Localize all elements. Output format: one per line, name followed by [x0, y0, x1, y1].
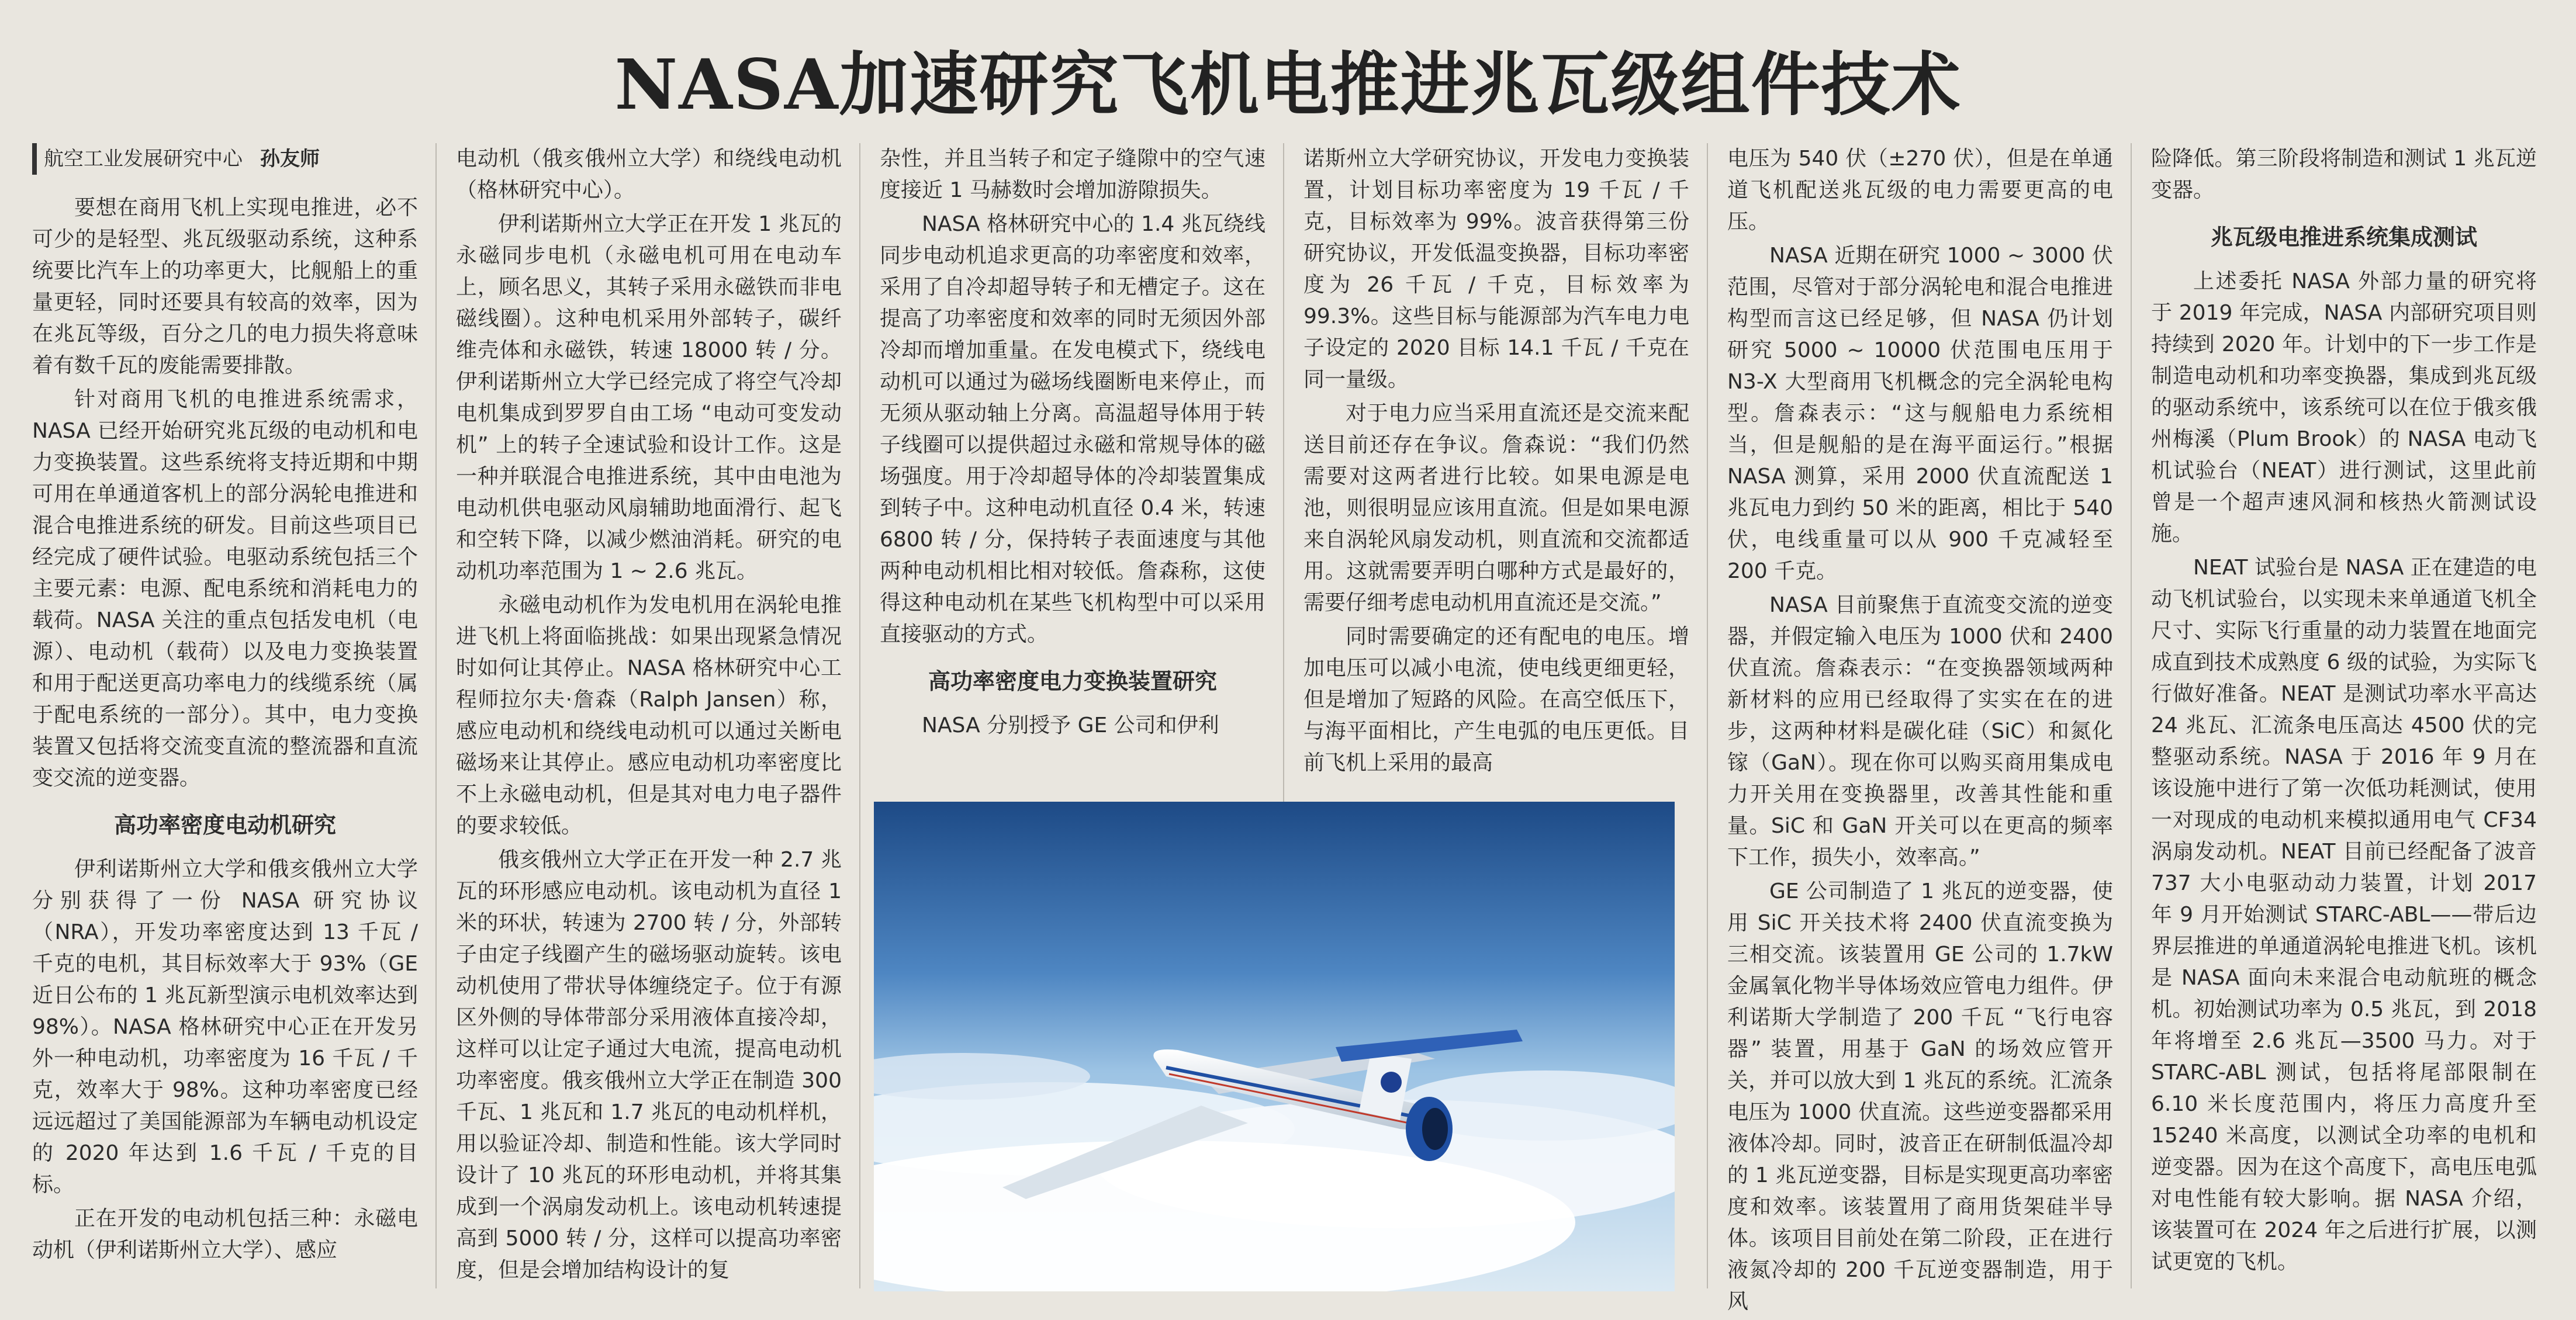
paragraph: 对于电力应当采用直流还是交流来配送目前还存在争议。詹森说：“我们仍然需要对这两者进行比较。如果电源是电池，则很明显应该用直流。但是如果电源来自涡轮风扇发动机，则直流和交流都适用。这就需要弄明白哪种方式是最好的，需要仔细考虑电动机用直流还是交流。” — [1303, 401, 1689, 615]
text-column-2 — [456, 143, 842, 1288]
paragraph: 伊利诺斯州立大学和俄亥俄州立大学分别获得了一份 NASA 研究协议（NRA），开发功率密度达到 13 千瓦 / 千克的电机，其目标效率大于 93%（GE 近日公布的 1 兆瓦新型演示电机效率达到 98%）。NASA 格林研究中心正在开发另外一种电动机，功率密度为 16 千瓦 / 千克，效率大于 98%。这种功率密度已经远远超过了美国能源部为车辆电动机设定的 2020 年达到 1.6 千瓦 / 千克的目标。 — [32, 857, 418, 1197]
paragraph: 俄亥俄州立大学正在开发一种 2.7 兆瓦的环形感应电动机。该电动机为直径 1 米的环状，转速为 2700 转 / 分，外部转子由定子线圈产生的磁场驱动旋转。该电动机使用了带状导体缠绕定子。位于有源区外侧的导体带部分采用液体直接冷却，这样可以让定子通过大电流，提高电动机功率密度。俄亥俄州立大学正在制造 300 千瓦、1 兆瓦和 1.7 兆瓦的电动机样机，用以验证冷却、制造和性能。该大学同时设计了 10 兆瓦的环形电动机，并将其集成到一个涡扇发动机上。该电动机转速提高到 5000 转 / 分，这样可以提高功率密度，但是会增加结构设计的复 — [456, 848, 842, 1282]
paragraph: GE 公司制造了 1 兆瓦的逆变器，使用 SiC 开关技术将 2400 伏直流变换为三相交流。该装置用 GE 公司的 1.7kW 金属氧化物半导体场效应管电力组件。伊利诺斯大学制造了 200 千瓦 “飞行电容器” 装置，用基于 GaN 的场效应管开关，并可以放大到 1 兆瓦的系统。汇流条电压为 1000 伏直流。这些逆变器都采用液体冷却。同时，波音正在研制低温冷却的 1 兆瓦逆变器，目标是实现更高功率密度和效率。该装置用了商用货架硅半导体。该项目目前处在第二阶段，正在进行液氮冷却的 200 千瓦逆变器制造，用于风 — [1727, 879, 2113, 1314]
column-divider — [859, 143, 860, 1288]
column-divider — [435, 143, 437, 1288]
byline — [32, 143, 418, 175]
byline-org: 航空工业发展研究中心 — [44, 147, 243, 171]
paragraph: 杂性，并且当转子和定子缝隙中的空气速度接近 1 马赫数时会增加游隙损失。 — [880, 147, 1265, 202]
column-divider — [2131, 143, 2132, 1288]
text-column-5 — [1727, 143, 2113, 1320]
paragraph: 同时需要确定的还有配电的电压。增加电压可以减小电流，使电线更细更轻，但是增加了短路的风险。在高空低压下，与海平面相比，产生电弧的电压更低。目前飞机上采用的最高 — [1303, 625, 1689, 775]
text-column-6 — [2151, 143, 2537, 1280]
paragraph: 诺斯州立大学研究协议，开发电力变换装置，计划目标功率密度为 19 千瓦 / 千克，目标效率为 99%。波音获得第三份研究协议，开发低温变换器，目标功率密度为 26 千瓦 / 千克，目标效率为 99.3%。这些目标与能源部为汽车电力电子设定的 2020 目标 14.1 千瓦 / 千克在同一量级。 — [1303, 147, 1689, 392]
aircraft-photo — [874, 802, 1675, 1291]
column-divider — [1707, 143, 1708, 1288]
paragraph: NASA 分别授予 GE 公司和伊利 — [922, 713, 1219, 737]
byline-author: 孙友师 — [260, 147, 320, 171]
paragraph: 电动机（俄亥俄州立大学）和绕线电动机（格林研究中心）。 — [456, 147, 842, 202]
paragraph: NASA 近期在研究 1000 ~ 3000 伏范围，尽管对于部分涡轮电和混合电推进构型而言这已经足够，但 NASA 仍计划研究 5000 ~ 10000 伏范围电压用于 N3-X 大型商用飞机概念的完全涡轮电构型。詹森表示：“这与舰船电力系统相当，但是舰船的是在海平面运行。”根据 NASA 测算，采用 2000 伏直流配送 1 兆瓦电力到约 50 米的距离，相比于 540 伏，电线重量可以从 900 千克减轻至 200 千克。 — [1727, 244, 2113, 583]
paragraph: 电压为 540 伏（±270 伏），但是在单通道飞机配送兆瓦级的电力需要更高的电压。 — [1727, 147, 2113, 234]
paragraph: 永磁电动机作为发电机用在涡轮电推进飞机上将面临挑战：如果出现紧急情况时如何让其停止。NASA 格林研究中心工程师拉尔夫·詹森（Ralph Jansen）称，感应电动机和绕线电动机可以通过关断电磁场来让其停止。感应电动机功率密度比不上永磁电动机，但是其对电力电子器件的要求较低。 — [456, 593, 842, 838]
paragraph: NEAT 试验台是 NASA 正在建造的电动飞机试验台，以实现未来单通道飞机全尺寸、实际飞行重量的动力装置在地面完成直到技术成熟度 6 级的试验，为实际飞行做好准备。NEAT 是测试功率水平高达 24 兆瓦、汇流条电压高达 4500 伏的完整驱动系统。NASA 于 2016 年 9 月在该设施中进行了第一次低功耗测试，使用一对现成的电动机来模拟通用电气 CF34 涡扇发动机。NEAT 目前已经配备了波音 737 大小电驱动动力装置，计划 2017 年 9 月开始测试 STARC-ABL——带后边界层推进的单通道涡轮电推进飞机。该机是 NASA 面向未来混合电动航班的概念机。初始测试功率为 0.5 兆瓦，到 2018 年将增至 2.6 兆瓦—3500 马力。对于 STARC-ABL 测试，包括将尾部限制在 6.10 米长度范围内，将压力高度升至 15240 米高度，以测试全功率的电机和逆变器。因为在这个高度下，高电压电弧对电性能有较大影响。据 NASA 介绍，该装置可在 2024 年之后进行扩展，以测试更宽的飞机。 — [2151, 556, 2537, 1274]
section-heading: 兆瓦级电推进系统集成测试 — [2210, 224, 2477, 250]
paragraph: NASA 目前聚焦于直流变交流的逆变器，并假定输入电压为 1000 伏和 2400 伏直流。詹森表示：“在变换器领域两种新材料的应用已经取得了实实在在的进步，这两种材料是碳化硅（SiC）和氮化镓（GaN）。现在你可以购买商用集成电力开关用在变换器里，改善其性能和重量。SiC 和 GaN 开关可以在更高的频率下工作，损失小，效率高。” — [1727, 593, 2113, 869]
nasa-logo-icon — [1381, 1072, 1402, 1093]
text-column-4 — [1303, 143, 1689, 781]
paragraph: NASA 格林研究中心的 1.4 兆瓦绕线同步电动机追求更高的功率密度和效率，采用了自冷却超导转子和无槽定子。这在提高了功率密度和效率的同时无须因外部冷却而增加重量。在发电模式下，绕线电动机可以通过为磁场线圈断电来停止，而无须从驱动轴上分离。高温超导体用于转子线圈可以提供超过永磁和常规导体的磁场强度。用于冷却超导体的冷却装置集成到转子中。这种电动机直径 0.4 米，转速 6800 转 / 分，保持转子表面速度与其他两种电动机相比相对较低。詹森称，这使得这种电动机在某些飞机构型中可以采用直接驱动的方式。 — [880, 212, 1265, 646]
paragraph: 伊利诺斯州立大学正在开发 1 兆瓦的永磁同步电机（永磁电机可用在电动车上，顾名思义，其转子采用永磁铁而非电磁线圈）。这种电机采用外部转子，碳纤维壳体和永磁铁，转速 18000 转 / 分。伊利诺斯州立大学已经完成了将空气冷却电机集成到罗罗自由工场 “电动可变发动机” 上的转子全速试验和设计工作。这是一种并联混合电推进系统，其中由电池为电动机供电驱动风扇辅助地面滑行、起飞和空转下降，以减少燃油消耗。研究的电动机功率范围为 1 ~ 2.6 兆瓦。 — [456, 212, 842, 583]
section-heading: 高功率密度电力变换装置研究 — [928, 668, 1217, 694]
article-title: NASA加速研究飞机电推进兆瓦级组件技术 — [614, 44, 1962, 125]
paragraph: 正在开发的电动机包括三种：永磁电动机（伊利诺斯州立大学）、感应 — [32, 1207, 418, 1262]
text-column-3 — [880, 143, 1265, 744]
paragraph: 险降低。第三阶段将制造和测试 1 兆瓦逆变器。 — [2151, 147, 2537, 202]
paragraph: 要想在商用飞机上实现电推进，必不可少的是轻型、兆瓦级驱动系统，这种系统要比汽车上的功率更大，比舰船上的重量更轻，同时还要具有较高的效率，因为在兆瓦等级，百分之几的电力损失将意味着有数千瓦的废能需要排散。 — [32, 196, 418, 377]
paragraph: 上述委托 NASA 外部力量的研究将于 2019 年完成，NASA 内部研究项目则持续到 2020 年。计划中的下一步工作是制造电动机和功率变换器，集成到兆瓦级的驱动系统中，该系统可以在位于俄亥俄州梅溪（Plum Brook）的 NASA 电动飞机试验台（NEAT）进行测试，这里此前曾是一个超声速风洞和核热火箭测试设施。 — [2151, 269, 2537, 546]
text-column-1 — [32, 143, 418, 1269]
aircraft-illustration — [874, 802, 1675, 1291]
paragraph: 针对商用飞机的电推进系统需求，NASA 已经开始研究兆瓦级的电动机和电力变换装置。这些系统将支持近期和中期可用在单通道客机上的部分涡轮电推进和混合电推进系统的研发。目前这些项目已经完成了硬件试验。电驱动系统包括三个主要元素：电源、配电系统和消耗电力的载荷。NASA 关注的重点包括发电机（电源）、电动机（载荷）以及电力变换装置和用于配送更高功率电力的线缆系统（属于配电系统的一部分）。其中，电力变换装置又包括将交流变直流的整流器和直流变交流的逆变器。 — [32, 387, 418, 790]
section-heading: 高功率密度电动机研究 — [113, 812, 336, 838]
